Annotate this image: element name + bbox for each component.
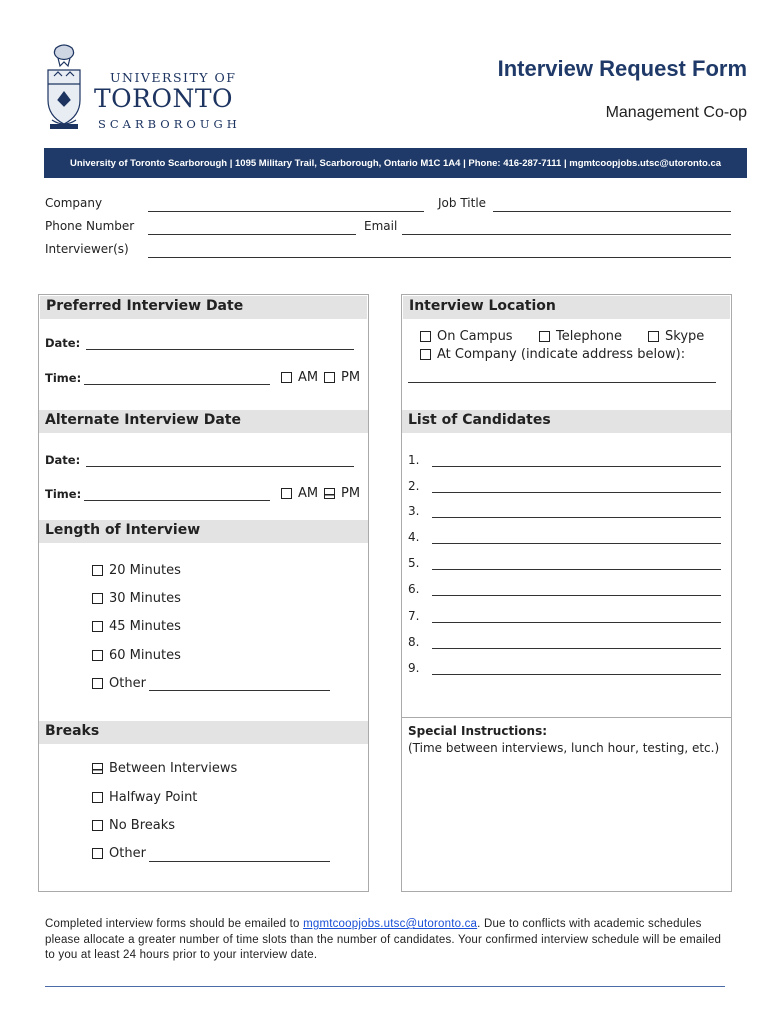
job-title-field[interactable] <box>493 211 731 212</box>
checkbox-icon <box>281 488 292 499</box>
interviewers-field[interactable] <box>148 257 731 258</box>
telephone-label: Telephone <box>556 329 623 344</box>
at-company-checkbox[interactable] <box>420 347 685 362</box>
skype-checkbox[interactable] <box>648 329 704 344</box>
company-field[interactable] <box>148 211 424 212</box>
on-campus-checkbox[interactable] <box>420 329 513 344</box>
university-logo <box>44 44 254 134</box>
length-option-label: 60 Minutes <box>109 648 181 663</box>
candidate-number: 9. <box>408 661 420 675</box>
checkbox-icon <box>92 848 103 859</box>
breaks-other-field[interactable] <box>149 861 330 862</box>
length-option-label: 45 Minutes <box>109 619 181 634</box>
footer-pre: Completed interview forms should be emailed to <box>45 918 304 930</box>
candidate-number: 7. <box>408 609 420 623</box>
checkbox-icon <box>420 331 431 342</box>
breaks-option-label: No Breaks <box>109 818 176 833</box>
preferred-am-checkbox[interactable] <box>281 370 318 385</box>
preferred-date-heading: Preferred Interview Date <box>40 296 367 319</box>
alternate-pm-checkbox[interactable] <box>324 486 360 501</box>
alternate-time-field[interactable] <box>84 500 270 501</box>
preferred-date-field[interactable] <box>86 349 354 350</box>
checkbox-icon <box>92 565 103 576</box>
breaks-heading: Breaks <box>39 721 368 744</box>
form-subtitle: Management Co-op <box>605 104 747 121</box>
footer-note <box>45 917 725 964</box>
candidate-field[interactable] <box>432 517 721 518</box>
candidate-number: 4. <box>408 530 420 544</box>
at-company-label: At Company (indicate address below): <box>437 347 686 362</box>
footer-email-link[interactable]: mgmtcoopjobs.utsc@utoronto.ca <box>303 918 478 930</box>
crest-icon <box>44 44 84 132</box>
length-option[interactable] <box>92 619 181 634</box>
alternate-time-label: Time: <box>45 487 82 501</box>
length-heading: Length of Interview <box>39 520 368 543</box>
candidate-number: 2. <box>408 479 420 493</box>
candidate-field[interactable] <box>432 492 721 493</box>
candidate-number: 1. <box>408 453 420 467</box>
checkbox-icon <box>539 331 550 342</box>
contact-banner: University of Toronto Scarborough | 1095 Military Trail, Scarborough, Ontario M1C 1A4 | Phone: 416-287-7111 | mgmtcoopjobs.utsc@utoronto.ca <box>44 148 747 178</box>
candidate-number: 5. <box>408 556 420 570</box>
email-field[interactable] <box>402 234 731 235</box>
company-label: Company <box>45 196 103 210</box>
candidate-number: 6. <box>408 582 420 596</box>
alternate-am-label: AM <box>298 486 319 501</box>
special-instructions-note: (Time between interviews, lunch hour, testing, etc.) <box>408 741 720 755</box>
checkbox-icon <box>92 792 103 803</box>
length-option-label: 20 Minutes <box>109 563 181 578</box>
checkbox-icon <box>92 678 103 689</box>
phone-label: Phone Number <box>45 219 135 233</box>
checkbox-icon <box>92 650 103 661</box>
length-option[interactable] <box>92 648 181 663</box>
length-option-label: Other <box>109 676 146 691</box>
telephone-checkbox[interactable] <box>539 329 622 344</box>
preferred-date-label: Date: <box>45 336 81 350</box>
footer-post: . Due to conflicts with academic schedules please allocate a greater number of time slots than the number of candidates. Your confirmed interview schedule will be emailed to you at least 24 hours prior to your interview date. <box>45 918 722 961</box>
checkbox-icon <box>281 372 292 383</box>
preferred-pm-label: PM <box>341 370 361 385</box>
candidates-heading: List of Candidates <box>402 410 731 433</box>
checkbox-icon <box>324 488 335 499</box>
on-campus-label: On Campus <box>437 329 513 344</box>
alternate-date-heading: Alternate Interview Date <box>39 410 368 433</box>
company-address-field[interactable] <box>408 382 716 383</box>
length-other-field[interactable] <box>149 690 330 691</box>
checkbox-icon <box>420 349 431 360</box>
candidate-number: 3. <box>408 504 420 518</box>
alternate-pm-label: PM <box>341 486 361 501</box>
preferred-time-field[interactable] <box>84 384 270 385</box>
candidate-field[interactable] <box>432 622 721 623</box>
breaks-option-label: Between Interviews <box>109 761 238 776</box>
checkbox-icon <box>648 331 659 342</box>
logo-line-toronto: TORONTO <box>94 84 234 113</box>
candidate-field[interactable] <box>432 674 721 675</box>
length-option[interactable] <box>92 591 181 606</box>
breaks-option[interactable] <box>92 790 197 805</box>
preferred-time-label: Time: <box>45 371 82 385</box>
form-title: Interview Request Form <box>497 56 747 81</box>
alternate-date-label: Date: <box>45 453 81 467</box>
checkbox-icon <box>92 763 103 774</box>
candidate-field[interactable] <box>432 543 721 544</box>
length-option[interactable] <box>92 676 146 691</box>
skype-label: Skype <box>665 329 705 344</box>
length-option[interactable] <box>92 563 181 578</box>
breaks-option[interactable] <box>92 818 175 833</box>
candidate-field[interactable] <box>432 569 721 570</box>
candidate-number: 8. <box>408 635 420 649</box>
interviewers-label: Interviewer(s) <box>45 242 129 256</box>
length-option-label: 30 Minutes <box>109 591 181 606</box>
checkbox-icon <box>92 621 103 632</box>
alternate-date-field[interactable] <box>86 466 354 467</box>
special-instructions-heading: Special Instructions: <box>408 724 548 738</box>
logo-line-scarborough: SCARBOROUGH <box>98 117 241 131</box>
checkbox-icon <box>324 372 335 383</box>
phone-field[interactable] <box>148 234 356 235</box>
special-instructions-field[interactable] <box>404 760 729 888</box>
checkbox-icon <box>92 820 103 831</box>
location-heading: Interview Location <box>403 296 730 319</box>
email-label: Email <box>364 219 398 233</box>
candidate-field[interactable] <box>432 595 721 596</box>
checkbox-icon <box>92 593 103 604</box>
candidate-field[interactable] <box>432 466 721 467</box>
preferred-am-label: AM <box>298 370 319 385</box>
special-divider <box>402 717 731 718</box>
alternate-am-checkbox[interactable] <box>281 486 318 501</box>
candidate-field[interactable] <box>432 648 721 649</box>
breaks-option[interactable] <box>92 761 237 776</box>
breaks-option[interactable] <box>92 846 146 861</box>
breaks-option-label: Halfway Point <box>109 790 198 805</box>
job-title-label: Job Title <box>438 196 487 210</box>
preferred-pm-checkbox[interactable] <box>324 370 360 385</box>
breaks-option-label: Other <box>109 846 146 861</box>
logo-line-university-of: UNIVERSITY OF <box>110 70 237 85</box>
footer-rule <box>45 986 725 987</box>
